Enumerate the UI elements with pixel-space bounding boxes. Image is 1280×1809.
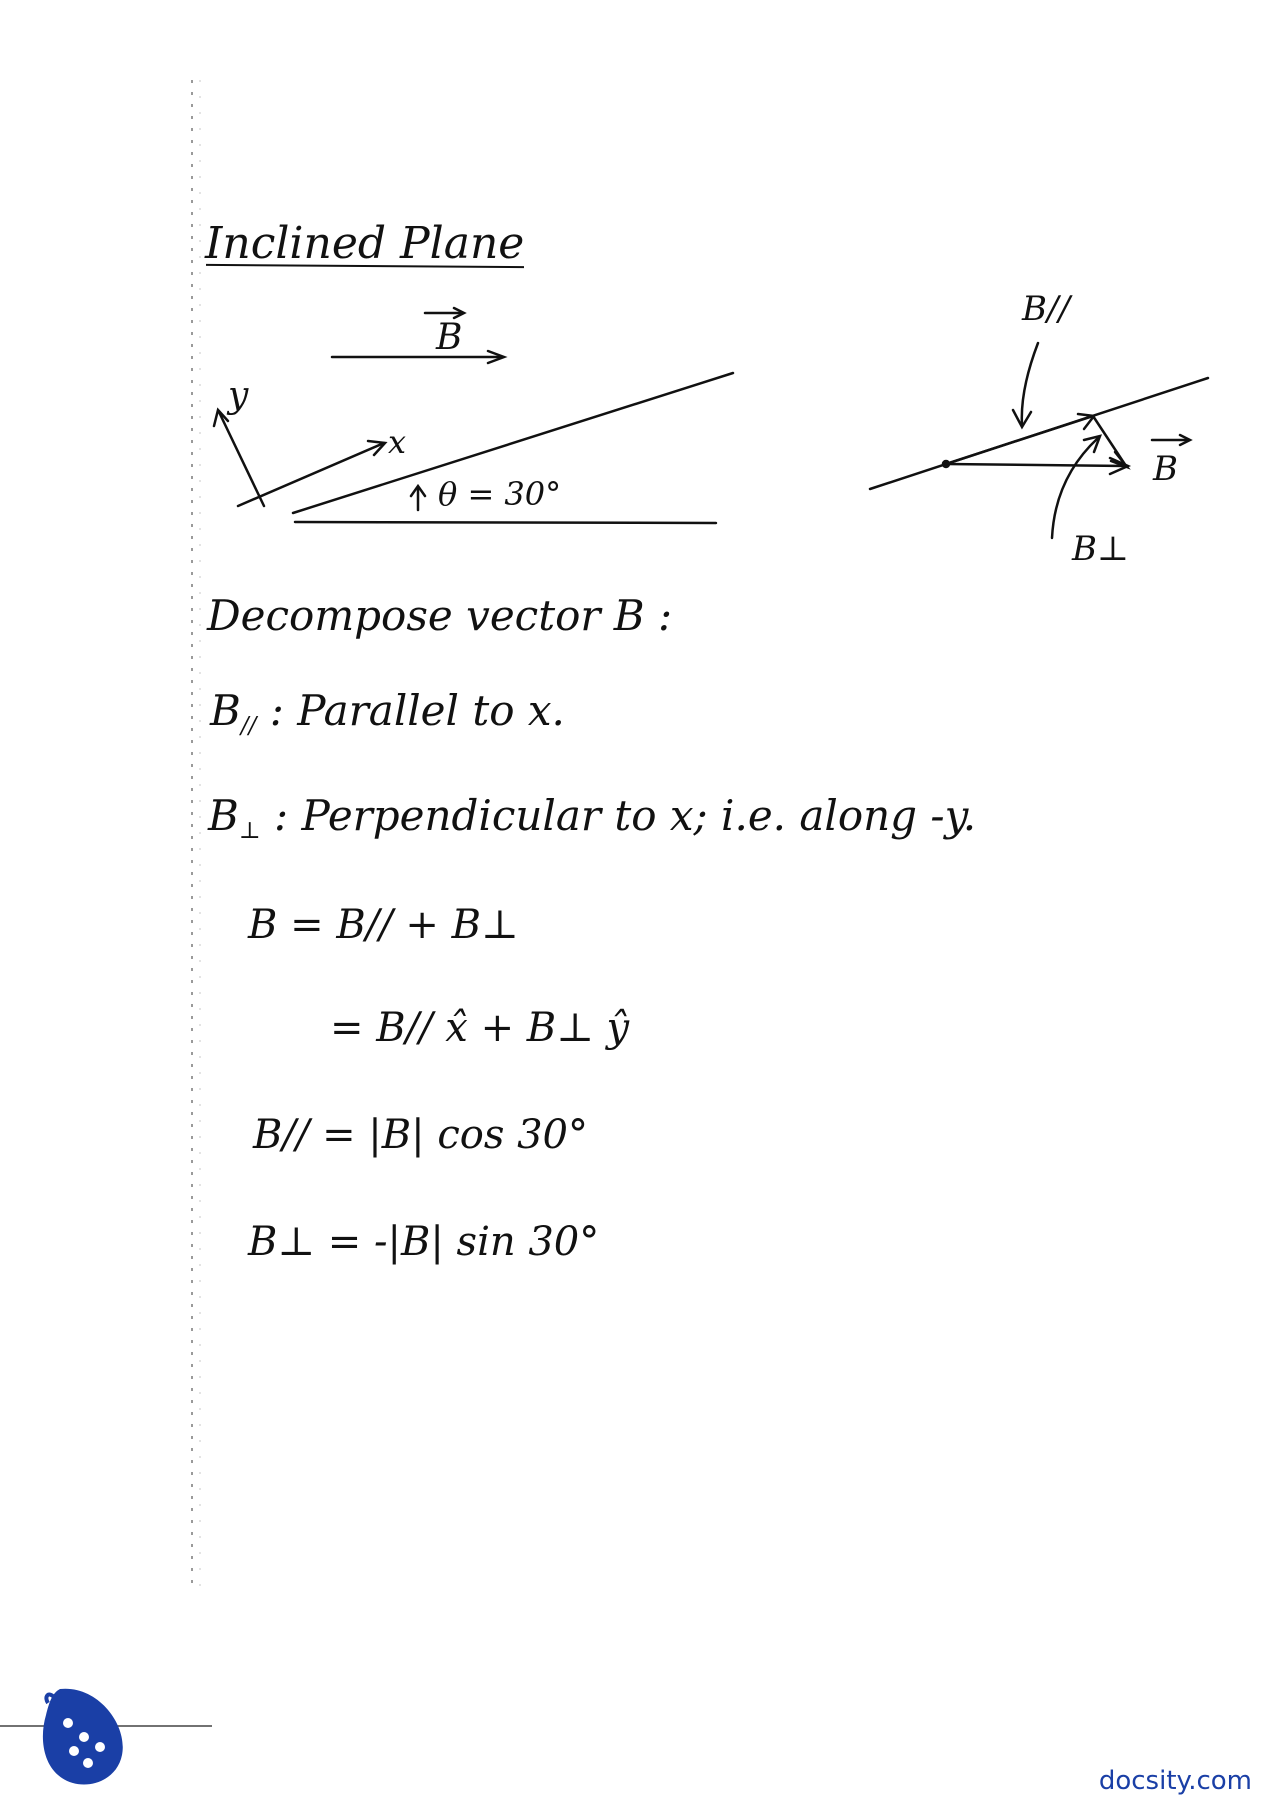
- vector-decomposition-diagram: [870, 343, 1208, 538]
- parallel-text: : Parallel to x.: [256, 686, 565, 735]
- equation-components: = B// x̂ + B⊥ ŷ: [330, 1005, 630, 1051]
- equation-vector-sum: B = B// + B⊥: [248, 902, 519, 948]
- equation-b-parallel: B// = |B| cos 30°: [253, 1112, 588, 1158]
- perp-text: : Perpendicular to x; i.e. along -y.: [260, 791, 977, 840]
- perp-symbol: B: [208, 791, 239, 840]
- docsity-watermark[interactable]: docsity.com: [1098, 1766, 1252, 1796]
- vector-b-label: B: [436, 317, 463, 358]
- decompose-line: Decompose vector B :: [207, 591, 673, 640]
- perp-subscript: ⊥: [238, 818, 261, 845]
- parallel-subscript: //: [240, 713, 257, 740]
- x-axis-label: x: [388, 423, 407, 461]
- perpendicular-definition: [208, 791, 977, 845]
- page-title: Inclined Plane: [205, 218, 525, 269]
- angle-label: θ = 30°: [438, 475, 562, 513]
- b-perp-label: B⊥: [1072, 529, 1129, 569]
- parallel-symbol: B: [210, 686, 241, 735]
- b-vector-label-right: B: [1153, 449, 1178, 489]
- equation-b-perp: B⊥ = -|B| sin 30°: [248, 1219, 600, 1265]
- b-parallel-label: B//: [1022, 289, 1070, 329]
- y-axis-label: y: [228, 375, 249, 416]
- parallel-definition: [210, 686, 565, 740]
- docsity-logo-icon: [38, 1685, 128, 1793]
